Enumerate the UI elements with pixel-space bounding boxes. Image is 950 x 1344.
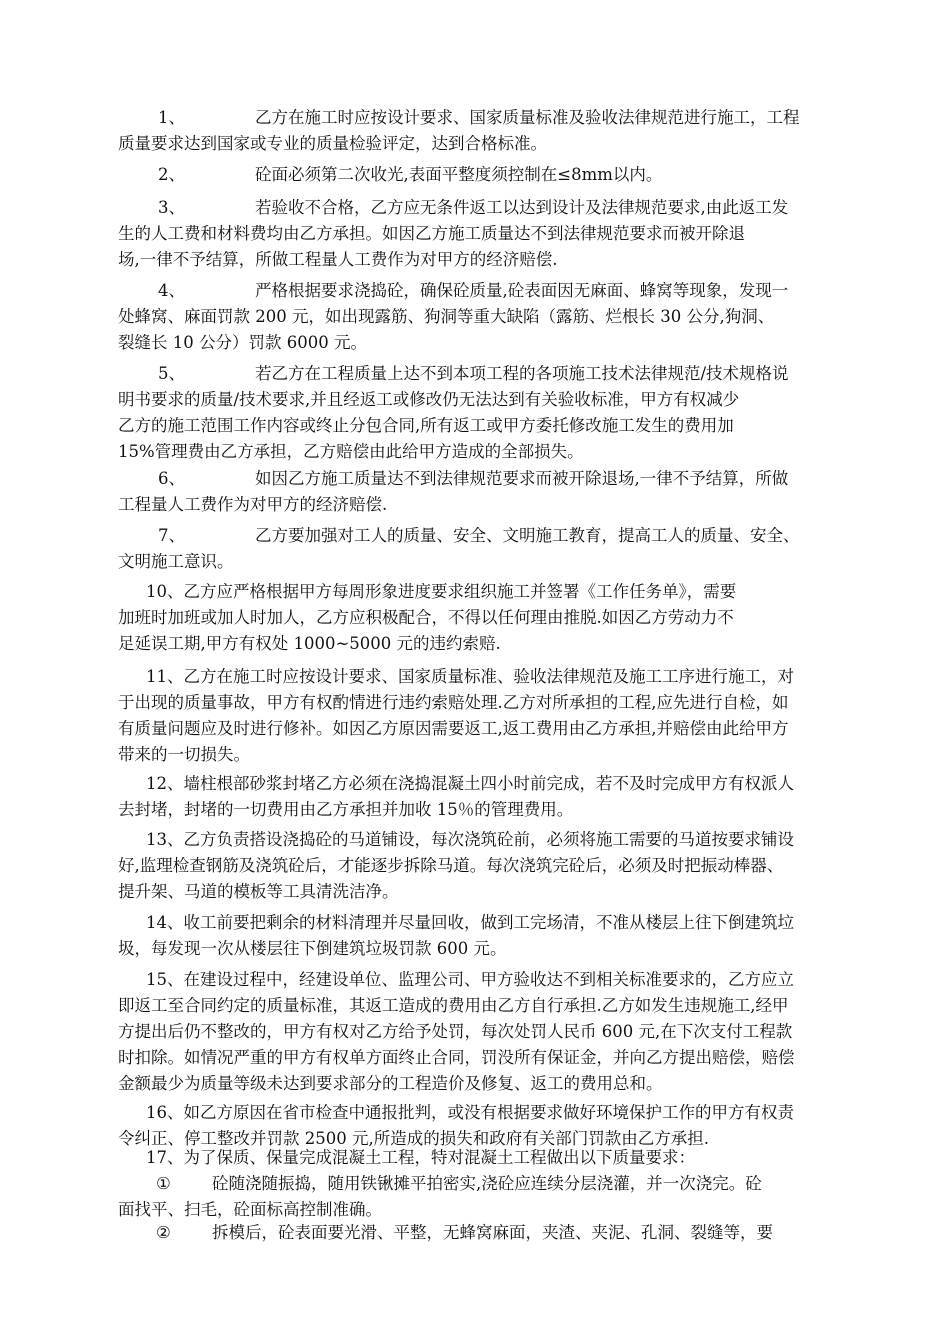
clause-text: 砼面必须第二次收光,表面平整度须控制在≤8mm以内。 xyxy=(255,165,663,184)
clause-text: 17、为了保质、保量完成混凝土工程，特对混凝土工程做出以下质量要求： xyxy=(146,1148,695,1167)
clause-number: 2、 xyxy=(158,165,185,184)
requirement-number: ② xyxy=(156,1223,171,1242)
clause-text: 处蜂窝、麻面罚款 200 元，如出现露筋、狗洞等重大缺陷（露筋、烂根长 30 公分,狗洞、 xyxy=(118,307,775,326)
clause-4 xyxy=(118,278,850,356)
clause-number: 1、 xyxy=(158,108,185,127)
clause-text: 好,监理检查钢筋及浇筑砼后，才能逐步拆除马道。每次浇筑完砼后，必须及时把振动棒器、 xyxy=(118,856,784,875)
clause-text: 带来的一切损失。 xyxy=(118,745,250,764)
clause-text: 12、墙柱根部砂浆封堵乙方必须在浇捣混凝土四小时前完成，若不及时完成甲方有权派人 xyxy=(146,774,794,793)
clause-text: 金额最少为质量等级未达到要求部分的工程造价及修复、返工的费用总和。 xyxy=(118,1074,663,1093)
clause-10 xyxy=(118,579,850,657)
requirement-2 xyxy=(118,1220,850,1246)
clause-text: 有质量问题应及时进行修补。如因乙方原因需要返工,返工费用由乙方承担,并赔偿由此给甲方 xyxy=(118,719,789,738)
clause-text: 乙方在施工时应按设计要求、国家质量标准及验收法律规范进行施工，工程 xyxy=(255,108,800,127)
clause-text: 加班时加班或加人时加人，乙方应积极配合，不得以任何理由推脱.如因乙方劳动力不 xyxy=(118,608,734,627)
clause-text: 15%管理费由乙方承担，乙方赔偿由此给甲方造成的全部损失。 xyxy=(118,442,584,461)
clause-text: 乙方的施工范围工作内容或终止分包合同,所有返工或甲方委托修改施工发生的费用加 xyxy=(118,416,734,435)
clause-14 xyxy=(118,910,850,962)
clause-text: 16、如乙方原因在省市检查中通报批判，或没有根据要求做好环境保护工作的甲方有权责 xyxy=(146,1103,794,1122)
requirement-1 xyxy=(118,1171,850,1223)
clause-number: 4、 xyxy=(158,281,185,300)
clause-text: 场,一律不予结算，所做工程量人工费作为对甲方的经济赔偿. xyxy=(118,250,558,269)
clause-2 xyxy=(118,162,850,188)
clause-1 xyxy=(118,105,850,157)
clause-text: 圾，每发现一次从楼层往下倒建筑垃圾罚款 600 元。 xyxy=(118,939,507,958)
clause-text: 提升架、马道的模板等工具清洗洁净。 xyxy=(118,882,399,901)
clause-text: 13、乙方负责搭设浇捣砼的马道铺设，每次浇筑砼前，必须将施工需要的马道按要求铺设 xyxy=(146,830,794,849)
clause-text: 如因乙方施工质量达不到法律规范要求而被开除退场,一律不予结算，所做 xyxy=(255,469,789,488)
clause-text: 足延误工期,甲方有权处 1000~5000 元的违约索赔. xyxy=(118,634,501,653)
clause-text: 去封堵，封堵的一切费用由乙方承担并加收 15％的管理费用。 xyxy=(118,800,574,819)
clause-text: 严格根据要求浇捣砼，确保砼质量,砼表面因无麻面、蜂窝等现象，发现一 xyxy=(255,281,789,300)
clause-text: 文明施工意识。 xyxy=(118,552,234,571)
clause-13 xyxy=(118,827,850,905)
clause-text: 时扣除。如情况严重的甲方有权单方面终止合同，罚没所有保证金，并向乙方提出赔偿，赔偿 xyxy=(118,1048,795,1067)
clause-number: 3、 xyxy=(158,198,185,217)
clause-5 xyxy=(118,361,850,465)
clause-number: 7、 xyxy=(158,526,185,545)
clause-text: 即返工至合同约定的质量标准，其返工造成的费用由乙方自行承担.乙方如发生违规施工,经甲 xyxy=(118,996,789,1015)
clause-11 xyxy=(118,664,850,768)
clause-text: 15、在建设过程中，经建设单位、监理公司、甲方验收达不到相关标准要求的，乙方应立 xyxy=(146,970,794,989)
requirement-text: 面找平、扫毛，砼面标高控制准确。 xyxy=(118,1200,382,1219)
clause-text: 14、收工前要把剩余的材料清理并尽量回收，做到工完场清，不准从楼层上往下倒建筑垃 xyxy=(146,913,794,932)
clause-17 xyxy=(118,1145,850,1171)
clause-text: 11、乙方在施工时应按设计要求、国家质量标准、验收法律规范及施工工序进行施工，对 xyxy=(146,667,794,686)
requirement-number: ① xyxy=(156,1174,171,1193)
clause-number: 5、 xyxy=(158,364,185,383)
clause-text: 质量要求达到国家或专业的质量检验评定，达到合格标准。 xyxy=(118,134,547,153)
clause-text: 10、乙方应严格根据甲方每周形象进度要求组织施工并签署《工作任务单》，需要 xyxy=(146,582,737,601)
clause-text: 乙方要加强对工人的质量、安全、文明施工教育，提高工人的质量、安全、 xyxy=(255,526,800,545)
clause-6 xyxy=(118,466,850,518)
clause-3 xyxy=(118,195,850,273)
clause-text: 若乙方在工程质量上达不到本项工程的各项施工技术法律规范/技术规格说 xyxy=(255,364,789,383)
clause-7 xyxy=(118,523,850,575)
clause-text: 工程量人工费作为对甲方的经济赔偿. xyxy=(118,495,388,514)
clause-text: 方提出后仍不整改的，甲方有权对乙方给予处罚，每次处罚人民币 600 元,在下次支付工程款 xyxy=(118,1022,793,1041)
clause-text: 令纠正、停工整改并罚款 2500 元,所造成的损失和政府有关部门罚款由乙方承担. xyxy=(118,1129,709,1148)
clause-number: 6、 xyxy=(158,469,185,488)
clause-text: 于出现的质量事故，甲方有权酌情进行违约索赔处理.乙方对所承担的工程,应先进行自检，如 xyxy=(118,693,789,712)
clause-text: 明书要求的质量/技术要求,并且经返工或修改仍无法达到有关验收标准，甲方有权减少 xyxy=(118,390,740,409)
clause-text: 若验收不合格，乙方应无条件返工以达到设计及法律规范要求,由此返工发 xyxy=(255,198,789,217)
clause-12 xyxy=(118,771,850,823)
requirement-text: 拆模后，砼表面要光滑、平整，无蜂窝麻面，夹渣、夹泥、孔洞、裂缝等，要 xyxy=(212,1223,773,1242)
requirement-text: 砼随浇随振捣，随用铁锹摊平拍密实,浇砼应连续分层浇灌，并一次浇完。砼 xyxy=(212,1174,762,1193)
clause-text: 裂缝长 10 公分）罚款 6000 元。 xyxy=(118,333,367,352)
clause-text: 生的人工费和材料费均由乙方承担。如因乙方施工质量达不到法律规范要求而被开除退 xyxy=(118,224,745,243)
clause-15 xyxy=(118,967,850,1097)
